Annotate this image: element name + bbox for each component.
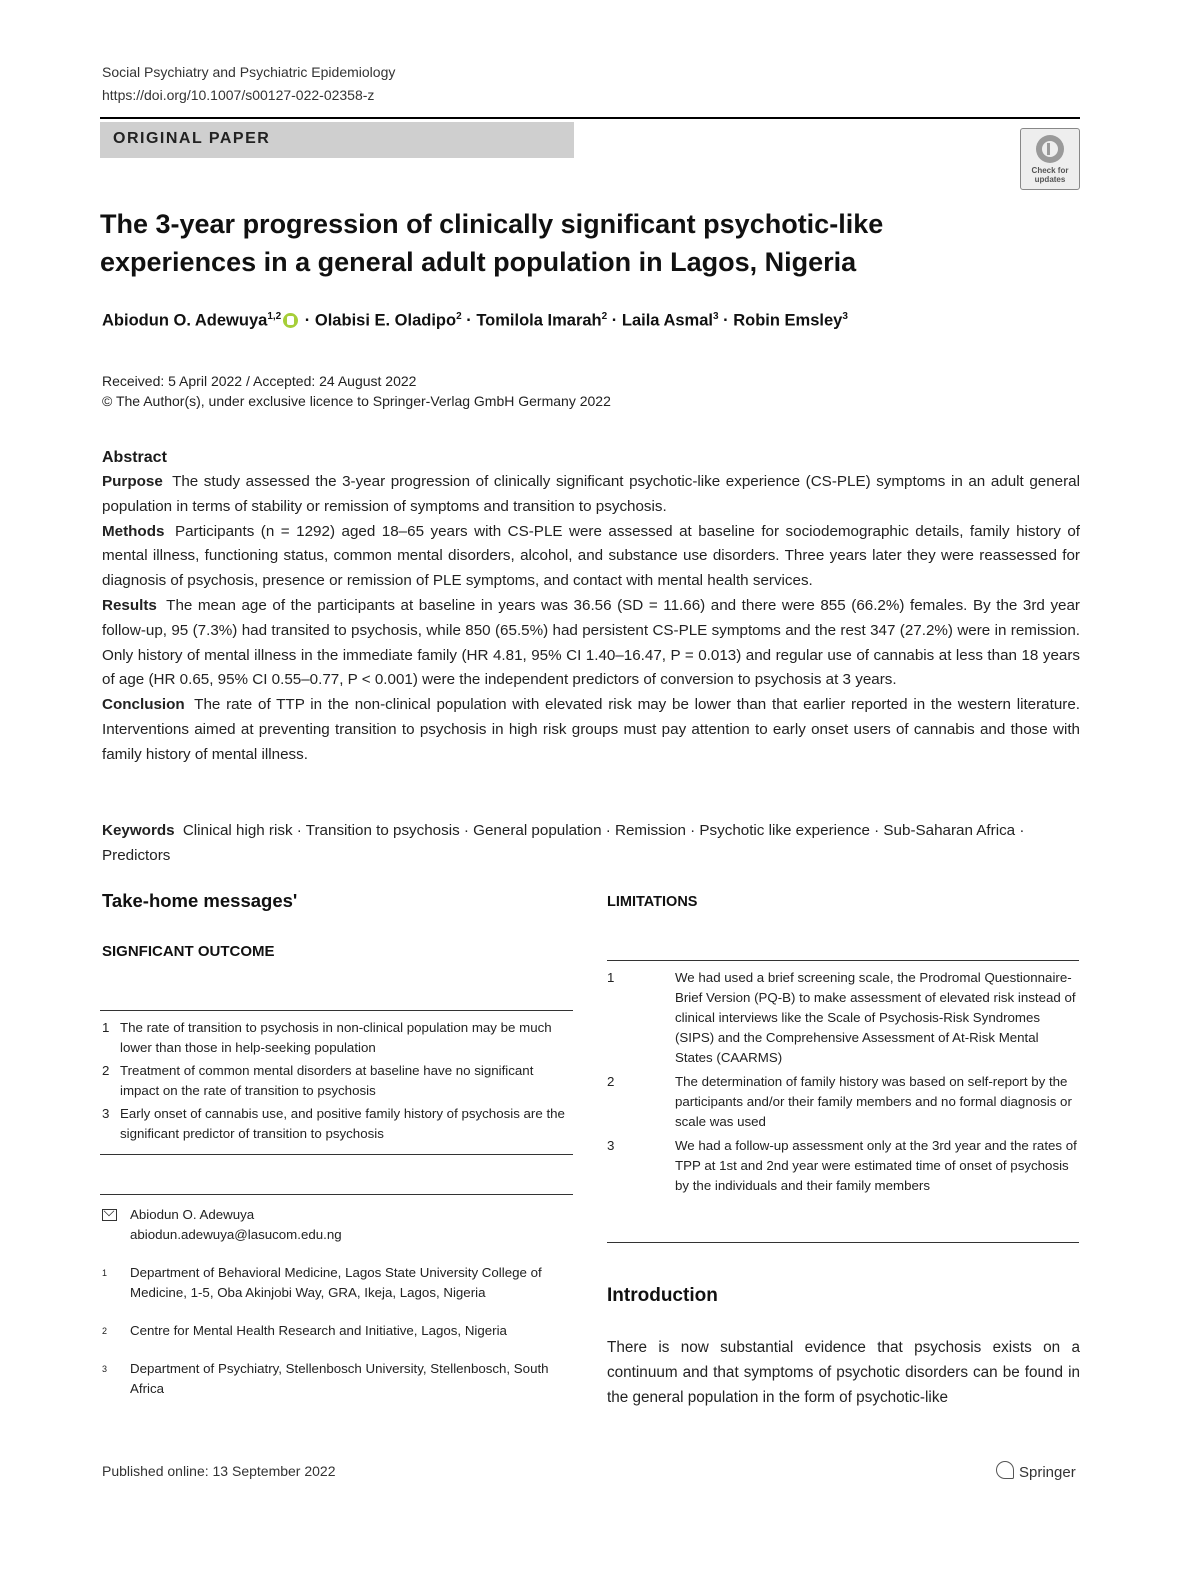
abstract-results [102, 594, 1080, 693]
results-text: The mean age of the participants at baseline in years was 36.56 (SD = 11.66) and there were 855 (66.2%) females. By the 3rd year follow-up, 95 (7.3%) had transited to psychosis, while 850 (65.5%) had persistent CS-PLE symptoms and the rest 347 (27.2%) were in remission. Only history of mental illness in the immediate family (HR 4.81, 95% CI 1.40–16.47, P = 0.013) and regular use of cannabis at less than 18 years of age (HR 0.65, 95% CI 0.55–0.77, P < 0.001) were the independent predictors of conversion to psychosis at 3 years. [102, 596, 1080, 689]
author-name[interactable]: Abiodun O. Adewuya [102, 311, 268, 330]
header-rule [100, 117, 1080, 119]
affiliation-text: Department of Psychiatry, Stellenbosch University, Stellenbosch, South Africa [130, 1361, 549, 1396]
item-text: We had a follow-up assessment only at the 3rd year and the rates of TPP at 1st and 2nd year were estimated time of onset of psychosis by the individuals and their family members [675, 1138, 1077, 1193]
item-number: 1 [607, 970, 615, 985]
badge-line-2: updates [1034, 175, 1066, 184]
article-type-banner [100, 122, 574, 158]
list-item [102, 1018, 572, 1058]
orcid-icon[interactable] [283, 313, 298, 328]
affiliation-number: 1 [102, 1268, 108, 1278]
springer-horse-icon [996, 1461, 1014, 1479]
doi-link[interactable]: https://doi.org/10.1007/s00127-022-02358-z [102, 87, 375, 103]
abstract-heading: Abstract [102, 449, 167, 466]
take-home-heading: Take-home messages' [102, 890, 298, 911]
item-text: The determination of family history was based on self-report by the participants and/or their family members and no formal diagnosis or scale was used [675, 1074, 1072, 1129]
take-home-bottom-rule [100, 1154, 573, 1155]
corresponding-name: Abiodun O. Adewuya [130, 1207, 255, 1222]
check-updates-icon [1021, 129, 1079, 189]
affiliation-text: Centre for Mental Health Research and Initiative, Lagos, Nigeria [130, 1323, 507, 1338]
abstract-conclusion [102, 693, 1080, 767]
footnote-rule [100, 1194, 573, 1195]
affiliation-item [102, 1263, 572, 1303]
author-affiliation: 1,2 [267, 311, 282, 322]
item-number: 1 [102, 1020, 110, 1035]
conclusion-label: Conclusion [102, 696, 185, 714]
conclusion-text: The rate of TTP in the non-clinical population with elevated risk may be lower than that earlier reported in the western literature. Interventions aimed at preventing transition to psychosis in high risk groups must pay attention to early onset users of cannabis and those with family history of mental illness. [102, 696, 1081, 763]
limitations-top-rule [607, 960, 1079, 961]
author-name[interactable]: Olabisi E. Oladipo [314, 311, 457, 330]
published-date: Published online: 13 September 2022 [102, 1463, 336, 1479]
publisher-logo [996, 1461, 1076, 1481]
abstract-purpose [102, 470, 1080, 520]
check-for-updates-badge[interactable] [1020, 128, 1080, 190]
results-label: Results [102, 596, 157, 614]
journal-name: Social Psychiatry and Psychiatric Epidemiology [102, 64, 396, 80]
item-number: 2 [102, 1063, 110, 1078]
list-item [102, 1061, 572, 1101]
take-home-list [102, 1018, 572, 1147]
limitations-heading: LIMITATIONS [607, 894, 698, 910]
purpose-label: Purpose [102, 473, 163, 490]
author-list: Abiodun O. Adewuya$^{1,2}$ · Olabisi E. Oladipo$^2$ · Tomilola Imarah$^2$ · Laila Asmal$^3$ · Robin Emsley$^3$ [102, 311, 848, 330]
author-affiliation: 3 [712, 311, 719, 322]
keywords [102, 818, 1080, 868]
keywords-text: Clinical high risk · Transition to psychosis · General population · Remission · Psychotic like experience · Sub-Saharan Africa · Predictors [102, 822, 1025, 864]
item-number: 3 [102, 1106, 110, 1121]
copyright-line: © The Author(s), under exclusive licence to Springer-Verlag GmbH Germany 2022 [102, 393, 611, 409]
paper-title: The 3-year progression of clinically significant psychotic-like experiences in a general adult population in Lagos, Nigeria [100, 209, 884, 277]
received-accepted: Received: 5 April 2022 / Accepted: 24 August 2022 [102, 373, 417, 389]
publisher-name: Springer [1019, 1464, 1076, 1481]
author-affiliation: 3 [842, 311, 848, 322]
introduction-heading: Introduction [607, 1285, 718, 1306]
limitations-bottom-rule [607, 1242, 1079, 1243]
author-affiliation: 2 [601, 311, 608, 322]
item-number: 3 [607, 1138, 615, 1153]
keywords-label: Keywords [102, 822, 175, 839]
author-affiliation: 2 [456, 311, 462, 322]
take-home-top-rule [100, 1010, 573, 1011]
abstract-methods [102, 520, 1080, 594]
list-item [607, 1136, 1077, 1196]
limitations-list [607, 968, 1077, 1200]
methods-text: Participants (n = 1292) aged 18–65 years with CS-PLE were assessed at baseline for sociodemographic details, family history of mental illness, functioning status, common mental disorders, alcohol, and substance use disorders. Three years later they were reassessed for diagnosis of psychosis, presence or remission of PLE symptoms, and contact with mental health services. [102, 522, 1080, 590]
list-item [607, 968, 1077, 1068]
item-text: We had used a brief screening scale, the Prodromal Questionnaire-Brief Version (PQ-B) to make assessment of elevated risk instead of clinical interviews like the Scale of Psychosis-Risk Syndromes (SIPS) and the Comprehensive Assessment of At-Risk Mental States (CAARMS) [675, 970, 1076, 1065]
item-text: The rate of transition to psychosis in non-clinical population may be much lower than those in help-seeking population [120, 1020, 552, 1055]
corresponding-author [102, 1205, 572, 1245]
envelope-icon [102, 1209, 117, 1221]
item-text: Early onset of cannabis use, and positive family history of psychosis are the significant predictor of transition to psychosis [120, 1106, 565, 1141]
significant-outcome-heading: SIGNFICANT OUTCOME [102, 943, 275, 960]
correspondence-block [102, 1205, 572, 1417]
author-name[interactable]: Robin Emsley [733, 311, 843, 330]
affiliation-item [102, 1359, 572, 1399]
author-name[interactable]: Laila Asmal [621, 311, 713, 330]
purpose-text: The study assessed the 3-year progression of clinically significant psychotic-like experience (CS-PLE) symptoms in an adult general population in terms of stability or remission of symptoms and transition to psychosis. [102, 473, 1080, 515]
list-item [607, 1072, 1077, 1132]
abstract-body [102, 470, 1080, 768]
dates-block [102, 371, 611, 411]
item-number: 2 [607, 1074, 615, 1089]
affiliation-text: Department of Behavioral Medicine, Lagos State University College of Medicine, 1-5, Oba Akinjobi Way, GRA, Ikeja, Lagos, Nigeria [130, 1265, 542, 1300]
list-item [102, 1104, 572, 1144]
introduction-text: There is now substantial evidence that psychosis exists on a continuum and that symptoms of psychotic disorders can be found in the general population in the form of psychotic-like [607, 1339, 1080, 1406]
badge-line-1: Check for [1031, 166, 1069, 175]
item-text: Treatment of common mental disorders at baseline have no significant impact on the rate of transition to psychosis [120, 1063, 534, 1098]
corresponding-email[interactable]: abiodun.adewuya@lasucom.edu.ng [130, 1227, 342, 1242]
methods-label: Methods [102, 522, 165, 540]
article-type-label: ORIGINAL PAPER [113, 130, 271, 147]
affiliation-number: 2 [102, 1326, 108, 1336]
affiliation-number: 3 [102, 1364, 108, 1374]
author-name[interactable]: Tomilola Imarah [476, 311, 602, 330]
affiliation-item [102, 1321, 572, 1341]
